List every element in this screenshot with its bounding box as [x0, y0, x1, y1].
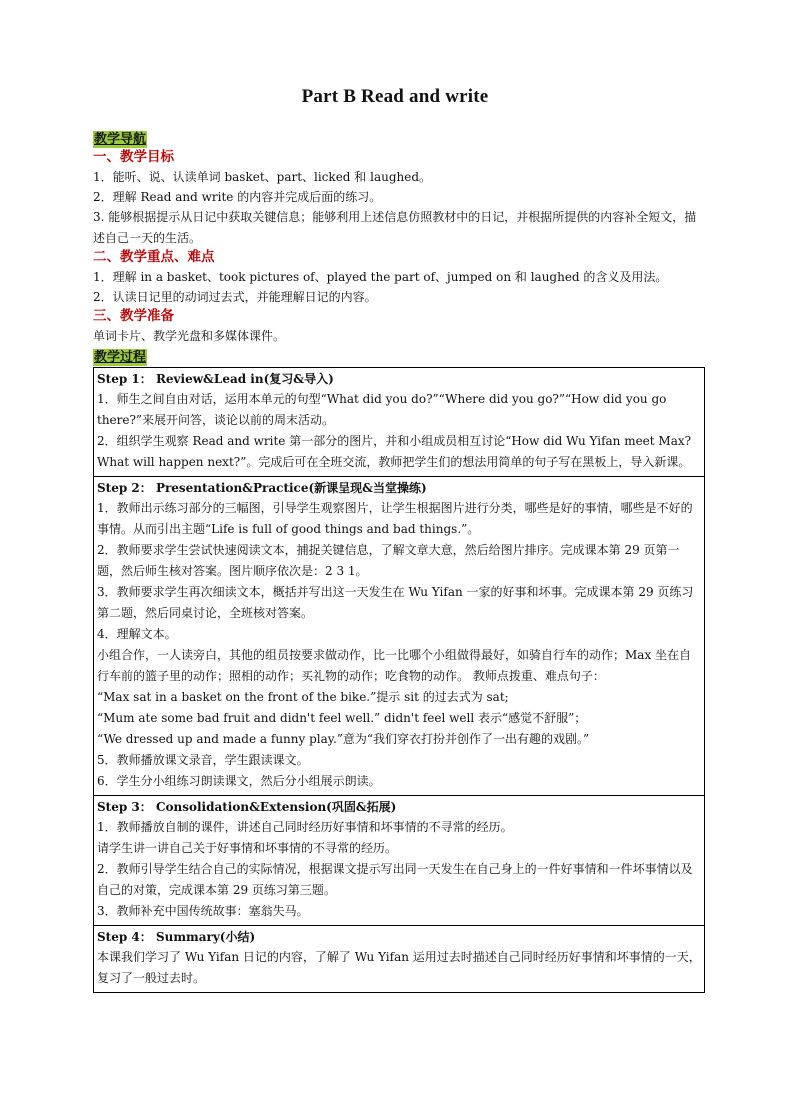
step-heading: Step 4： Summary(小结): [97, 930, 256, 944]
step-row: [94, 477, 705, 796]
objective-line: 2．理解 Read and write 的内容并完成后面的练习。: [93, 190, 382, 204]
step-row: [94, 796, 705, 926]
step-line: 2．组织学生观察 Read and write 第一部分的图片，并和小组成员相互讨论“How did Wu Yifan meet Max? What will happen next?”。完成后可在全班交流，教师把学生们的想法用简单的句子写在黑板上，导入新课。: [97, 434, 692, 469]
step-line: 1．教师出示练习部分的三幅图，引导学生观察图片，让学生根据图片进行分类，哪些是好的事情，哪些是不好的事情。从而引出主题“Life is full of good things and bad things.”。: [97, 501, 693, 536]
key-point-line: 1．理解 in a basket、took pictures of、played the part of、jumped on 和 laughed 的含义及用法。: [93, 270, 668, 284]
process-label: 教学过程: [94, 350, 147, 365]
step-line: 5．教师播放课文录音，学生跟读课文。: [97, 753, 309, 767]
step-line: 1．师生之间自由对话，运用本单元的句型“What did you do?”“Where did you go?”“How did you go there?”来展开问答，谈论以前的周末活动。: [97, 392, 667, 427]
step-line: 1．教师播放自制的课件，讲述自己同时经历好事情和坏事情的不寻常的经历。: [97, 820, 513, 834]
step-line: 2．教师引导学生结合自己的实际情况，根据课文提示写出同一天发生在自己身上的一件好事情和一件坏事情以及自己的对策，完成课本第 29 页练习第三题。: [97, 862, 693, 897]
lesson-content: [93, 128, 705, 993]
section-heading: 一、教学目标: [93, 149, 174, 165]
preparation-line: 单词卡片、教学光盘和多媒体课件。: [93, 329, 286, 343]
step-heading: Step 1： Review&Lead in(复习&导入): [97, 372, 334, 386]
step-line: “Mum ate some bad fruit and didn't feel well.” didn't feel well 表示“感觉不舒服”；: [97, 711, 587, 725]
nav-label: 教学导航: [94, 132, 147, 147]
objective-line: 3. 能够根据提示从日记中获取关键信息；能够利用上述信息仿照教材中的日记，并根据所提供的内容补全短文，描述自己一天的生活。: [93, 210, 697, 245]
key-point-line: 2．认读日记里的动词过去式，并能理解日记的内容。: [93, 290, 377, 304]
step-line: 2．教师要求学生尝试快速阅读文本，捕捉关键信息，了解文章大意，然后给图片排序。完成课本第 29 页第一题，然后师生核对答案。图片顺序依次是：2 3 1。: [97, 543, 680, 578]
step-cell: [94, 796, 705, 926]
key-points-section: [93, 248, 705, 307]
step-line: 小组合作，一人读旁白，其他的组员按要求做动作，比一比哪个小组做得最好，如骑自行车的动作；Max 坐在自行车前的篮子里的动作；照相的动作；买礼物的动作；吃食物的动作。 教师点拨重、难点句子：: [97, 648, 692, 683]
step-line: 3．教师补充中国传统故事：塞翁失马。: [97, 904, 309, 918]
step-line: 3．教师要求学生再次细读文本，概括并写出这一天发生在 Wu Yifan 一家的好事和坏事。完成课本第 29 页练习第二题，然后同桌讨论，全班核对答案。: [97, 585, 694, 620]
objectives-section: [93, 148, 705, 248]
preparation-section: [93, 307, 705, 346]
step-heading: Step 3： Consolidation&Extension(巩固&拓展): [97, 800, 397, 814]
section-heading: 二、教学重点、难点: [93, 249, 215, 265]
step-heading: Step 2： Presentation&Practice(新课呈现&当堂操练): [97, 481, 427, 495]
step-cell: [94, 368, 705, 477]
page-title: Part B Read and write: [301, 86, 489, 107]
teaching-process-table: [93, 367, 705, 993]
step-line: 4．理解文本。: [97, 627, 177, 641]
objective-line: 1．能听、说、认读单词 basket、part、licked 和 laughed。: [93, 170, 432, 184]
step-line: “We dressed up and made a funny play.”意为“我们穿衣打扮并创作了一出有趣的戏剧。”: [97, 732, 590, 746]
step-line: 请学生讲一讲自己关于好事情和坏事情的不寻常的经历。: [97, 841, 398, 855]
step-line: “Max sat in a basket on the front of the bike.”提示 sit 的过去式为 sat;: [97, 690, 509, 704]
step-line: 本课我们学习了 Wu Yifan 日记的内容，了解了 Wu Yifan 运用过去时描述自己同时经历好事情和坏事情的一天，复习了一般过去时。: [97, 950, 701, 985]
step-cell: [94, 477, 705, 796]
step-row: [94, 926, 705, 993]
step-row: [94, 368, 705, 477]
step-line: 6．学生分小组练习朗读课文，然后分小组展示朗读。: [97, 774, 381, 788]
section-heading: 三、教学准备: [93, 308, 174, 324]
step-cell: [94, 926, 705, 993]
